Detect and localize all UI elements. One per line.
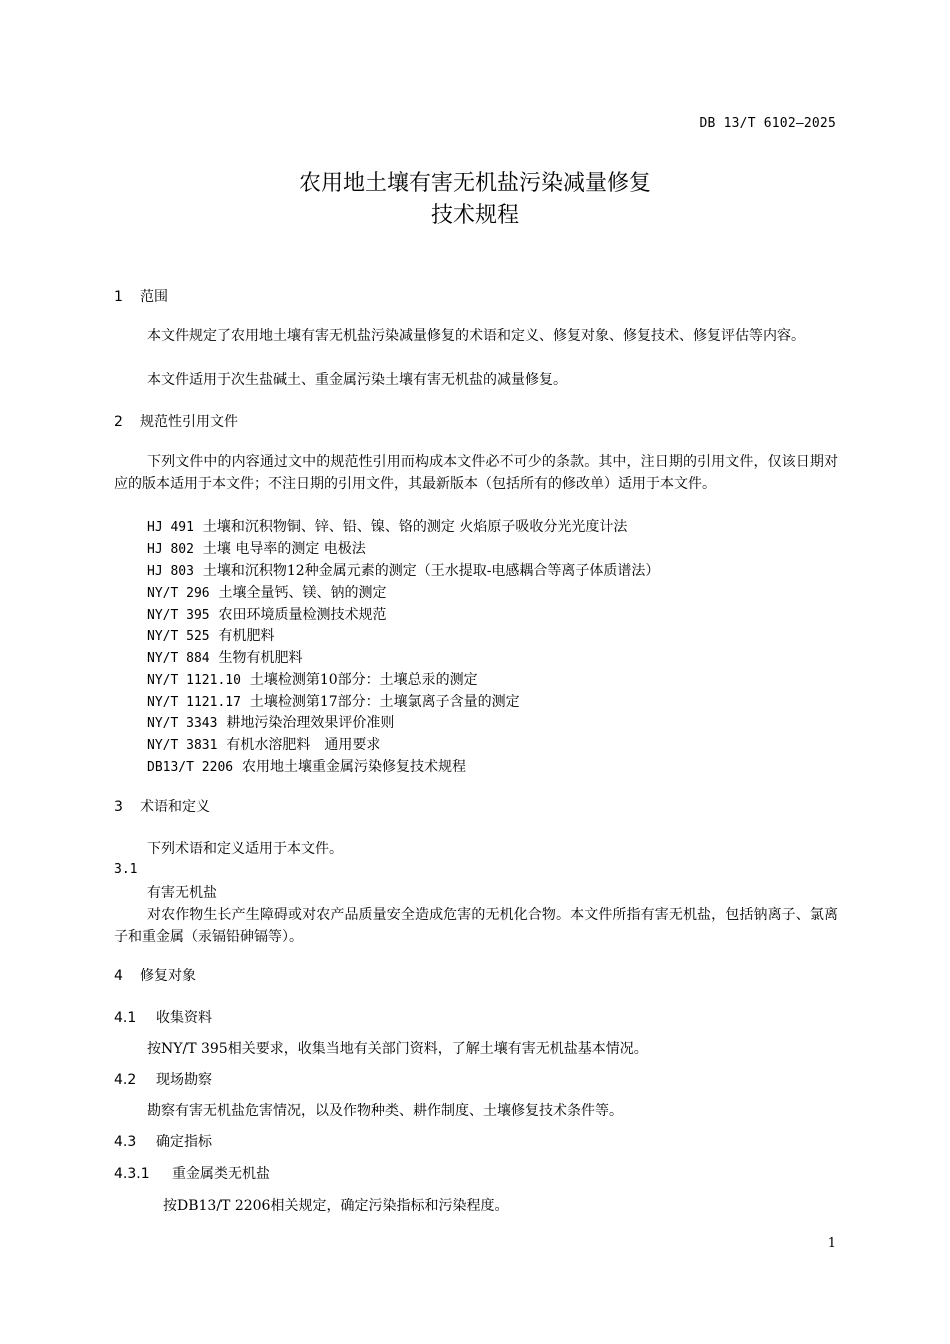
reference-title: 农田环境质量检测技术规范 [218, 607, 387, 623]
reference-item [147, 712, 394, 735]
reference-code: NY/T 884 [147, 651, 210, 666]
section-2-paragraph-1: 下列文件中的内容通过文中的规范性引用而构成本文件必不可少的条款。其中，注日期的引用文件，仅该日期对应的版本适用于本文件；不注日期的引用文件，其最新版本（包括所有的修改单）适用于本文件。 [114, 454, 838, 492]
reference-item [147, 625, 275, 648]
section-3-paragraph-1: 下列术语和定义适用于本文件。 [147, 841, 343, 857]
reference-item [147, 756, 466, 779]
standard-number: DB 13/T 6102—2025 [699, 116, 836, 131]
reference-title: 土壤全量钙、镁、钠的测定 [218, 585, 387, 601]
section-1-paragraph-2: 本文件适用于次生盐碱土、重金属污染土壤有害无机盐的减量修复。 [147, 372, 567, 388]
reference-title: 有机肥料 [218, 628, 275, 644]
subsection-title: 收集资料 [156, 1010, 212, 1026]
section-number: 3 [114, 799, 123, 815]
subsection-4-2-heading [114, 1070, 838, 1090]
reference-code: DB13/T 2206 [147, 760, 234, 775]
section-title: 修复对象 [140, 968, 196, 984]
subsection-4-1-heading [114, 1008, 838, 1028]
reference-code: NY/T 296 [147, 586, 210, 601]
term-number: 3.1 [114, 862, 138, 877]
reference-code: NY/T 525 [147, 629, 210, 644]
page-number: 1 [827, 1236, 836, 1251]
reference-title: 农用地土壤重金属污染修复技术规程 [242, 759, 466, 775]
reference-item [147, 691, 520, 714]
section-1-heading [114, 287, 838, 307]
reference-title: 有机水溶肥料 通用要求 [226, 737, 381, 753]
term-definition: 对农作物生长产生障碍或对农产品质量安全造成危害的无机化合物。本文件所指有害无机盐，包括钠离子、氯离子和重金属（汞镉铅砷镉等）。 [114, 907, 838, 945]
section-3-heading [114, 797, 838, 817]
section-1-paragraph-1: 本文件规定了农用地土壤有害无机盐污染减量修复的术语和定义、修复对象、修复技术、修复评估等内容。 [147, 328, 805, 344]
section-title: 规范性引用文件 [140, 414, 238, 430]
subsection-number: 4.3.1 [114, 1166, 150, 1182]
reference-item [147, 734, 380, 757]
reference-item [147, 560, 659, 583]
subsection-number: 4.3 [114, 1134, 137, 1150]
section-title: 术语和定义 [140, 799, 210, 815]
subsection-4-1-paragraph: 按NY/T 395相关要求，收集当地有关部门资料，了解土壤有害无机盐基本情况。 [147, 1041, 648, 1057]
section-2-heading [114, 412, 838, 432]
subsection-4-2-paragraph: 勘察有害无机盐危害情况，以及作物种类、耕作制度、土壤修复技术条件等。 [147, 1103, 623, 1119]
reference-item [147, 516, 627, 539]
section-number: 1 [114, 289, 123, 305]
subsection-4-3-1-heading [114, 1164, 838, 1184]
reference-title: 生物有机肥料 [218, 650, 303, 666]
section-number: 2 [114, 414, 123, 430]
subsection-4-3-heading [114, 1132, 838, 1152]
subsection-title: 重金属类无机盐 [172, 1166, 270, 1182]
reference-code: HJ 802 [147, 542, 194, 557]
reference-item [147, 647, 303, 670]
subsection-title: 确定指标 [156, 1134, 212, 1150]
subsection-title: 现场勘察 [156, 1072, 212, 1088]
reference-title: 土壤 电导率的测定 电极法 [202, 541, 366, 557]
reference-code: HJ 491 [147, 520, 194, 535]
reference-code: NY/T 395 [147, 608, 210, 623]
reference-code: NY/T 1121.17 [147, 695, 241, 710]
term-name: 有害无机盐 [147, 885, 217, 901]
reference-code: NY/T 1121.10 [147, 673, 241, 688]
reference-code: NY/T 3831 [147, 738, 218, 753]
reference-title: 土壤检测第10部分：土壤总汞的测定 [249, 672, 478, 688]
reference-title: 耕地污染治理效果评价准则 [226, 715, 395, 731]
document-title-line2: 技术规程 [430, 203, 519, 228]
reference-item [147, 538, 366, 561]
reference-code: NY/T 3343 [147, 716, 218, 731]
reference-title: 土壤和沉积物12种金属元素的测定（王水提取-电感耦合等离子体质谱法） [202, 563, 660, 579]
subsection-number: 4.2 [114, 1072, 137, 1088]
subsection-number: 4.1 [114, 1010, 137, 1026]
reference-item [147, 582, 387, 605]
section-title: 范围 [140, 289, 168, 305]
reference-code: HJ 803 [147, 564, 194, 579]
reference-title: 土壤和沉积物铜、锌、铅、镍、铬的测定 火焰原子吸收分光光度计法 [202, 519, 628, 535]
document-title-line1: 农用地土壤有害无机盐污染减量修复 [298, 171, 651, 196]
reference-item [147, 604, 387, 627]
section-4-heading [114, 966, 838, 986]
reference-item [147, 669, 478, 692]
subsection-4-3-1-paragraph: 按DB13/T 2206相关规定，确定污染指标和污染程度。 [163, 1198, 509, 1214]
section-number: 4 [114, 968, 123, 984]
reference-title: 土壤检测第17部分：土壤氯离子含量的测定 [249, 694, 520, 710]
